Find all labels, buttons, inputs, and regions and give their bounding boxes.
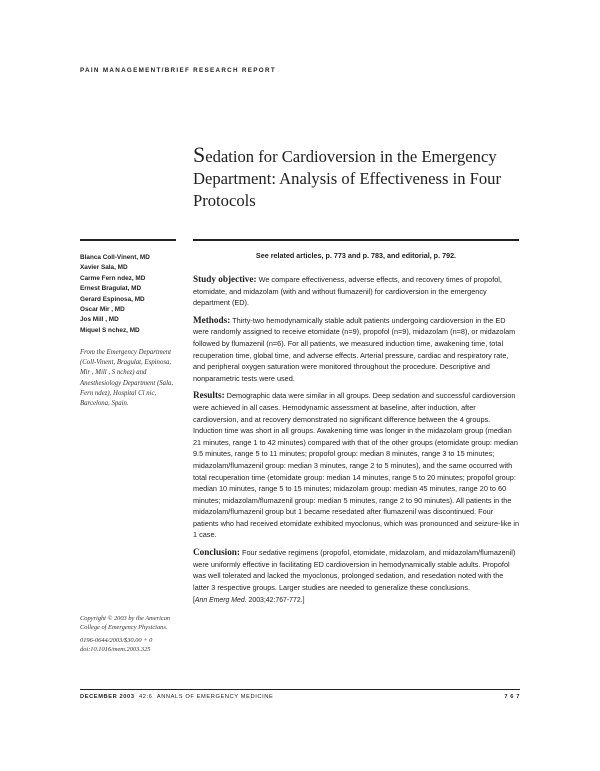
citation (193, 597, 520, 604)
article-title (193, 144, 523, 212)
author: Ernest Bragulat, MD (80, 285, 142, 293)
author-list (80, 253, 180, 336)
title-dropcap: S (193, 142, 206, 167)
doi-line: doi:10.1016/mem.2003.325 (80, 646, 151, 654)
related-articles-note: See related articles, p. 773 and p. 783, and editorial, p. 792. (255, 251, 457, 260)
abstract (193, 274, 520, 604)
author: Blanca Coll-Vinent, MD (80, 254, 150, 261)
author: Miquel S nchez, MD (80, 326, 140, 334)
author: Carme Fern ndez, MD (80, 274, 146, 282)
title-rule-right (193, 239, 519, 241)
abstract-conclusion (193, 547, 520, 593)
conclusion-text: Four sedative regimens (propofol, etomidate, midazolam, and midazolam/flumazenil) were uniformly effective in facilitating ED cardioversion in hemodynamically stable adults. Propofol was well tolerated and lacked the myoclonus, prolonged sedation, and resedation noted with the latter 3 respective groups. Larger studies are needed to generalize these conclusions. (193, 548, 516, 592)
copyright-notice: Copyright © 2003 by the American College of Emergency Physicians. (80, 615, 171, 632)
citation-open: [ (193, 597, 195, 605)
author: Oscar Mir , MD (80, 306, 125, 314)
title-text: edation for Cardioversion in the Emergency Department: Analysis of Effectiveness in Four Protocols (193, 147, 501, 210)
footer-rule (80, 689, 520, 690)
conclusion-heading: Conclusion: (193, 547, 240, 558)
objective-heading: Study objective: (193, 274, 257, 284)
section-label: PAIN MANAGEMENT/BRIEF RESEARCH REPORT (80, 67, 276, 74)
methods-text: Thirty-two hemodynamically stable adult patients undergoing cardioversion in the ED were randomly assigned to receive etomidate (n=9), propofol (n=9), midazolam (n=8), or midazolam followed by flumazenil (n=6). For all patients, we measured induction time, awakening time, total recuperation time, global time, and adverse effects. Arterial pressure, cardiac and respiratory rate, and peripheral oxygen saturation were monitored throughout the procedure. Descriptive and nonparametric tests were used. (193, 315, 516, 383)
results-text: Demographic data were similar in all groups. Deep sedation and successful cardioversion were achieved in all cases. Hemodynamic assessment at baseline, after induction, after cardioversion, and at recovery demonstrated no significant difference between the 4 groups. Induction time was short in all groups. Awakening time was longer in the midazolam group (median 21 minutes, range 1 to 42 minutes) compared with that of the other groups (etomidate group: median 9.5 minutes, range 5 to 11 minutes; propofol group: median 8 minutes, range 3 to 15 minutes; midazolam/flumazenil group: median 3 minutes, range 2 to 5 minutes), and the same occurred with total recuperation time (etomidate group: median 14 minutes, range 5 to 20 minutes; propofol group: median 10 minutes, range 5 to 15 minutes; midazolam group: median 45 minutes, range 20 to 60 minutes; midazolam/flumazenil group: median 5 minutes, range 2 to 90 minutes). All patients in the midazolam/flumazenil group but 1 became resedated after flumazenil was discontinued. Four patients who had received etomidate exhibited myoclonus, which was pronounced and seizure-like in 1 case. (193, 391, 520, 540)
abstract-methods (193, 315, 520, 385)
author: Jos Mill , MD (80, 316, 119, 324)
footer-issue-date: DECEMBER 2003 (80, 694, 135, 700)
objective-text: We compare effectiveness, adverse effects, and recovery times of propofol, etomidate, and midazolam (with and without flumazenil) for cardioversion in the emergency department (ED). (193, 275, 502, 308)
footer-journal: ANNALS OF EMERGENCY MEDICINE (156, 694, 274, 700)
results-heading: Results: (193, 390, 225, 401)
footer-page-number: 7 6 7 (504, 694, 520, 700)
title-rule-left (80, 239, 176, 241)
author: Xavier Sala, MD (80, 264, 128, 272)
methods-heading: Methods: (193, 314, 231, 325)
author: Gerard Espinosa, MD (80, 295, 145, 303)
affiliation: From the Emergency Department (Coll-Vinent, Bragulat, Espinosa, Mir , Mill , S nchez) and Anesthesiology Department (Sala, Fern ndez), Hospital Cl nic, Barcelona, Spain. (80, 349, 174, 408)
doi-block (80, 636, 184, 655)
abstract-results (193, 390, 520, 541)
page-footer (80, 694, 520, 700)
footer-volume: 42:6 (138, 694, 153, 700)
abstract-objective (193, 274, 520, 309)
citation-details: 2003;42:767-772. (246, 597, 303, 605)
citation-journal: Ann Emerg Med. (194, 597, 247, 605)
issn-line: 0196-0644/2003/$30.00 + 0 (80, 637, 153, 644)
citation-close: ] (302, 597, 305, 605)
